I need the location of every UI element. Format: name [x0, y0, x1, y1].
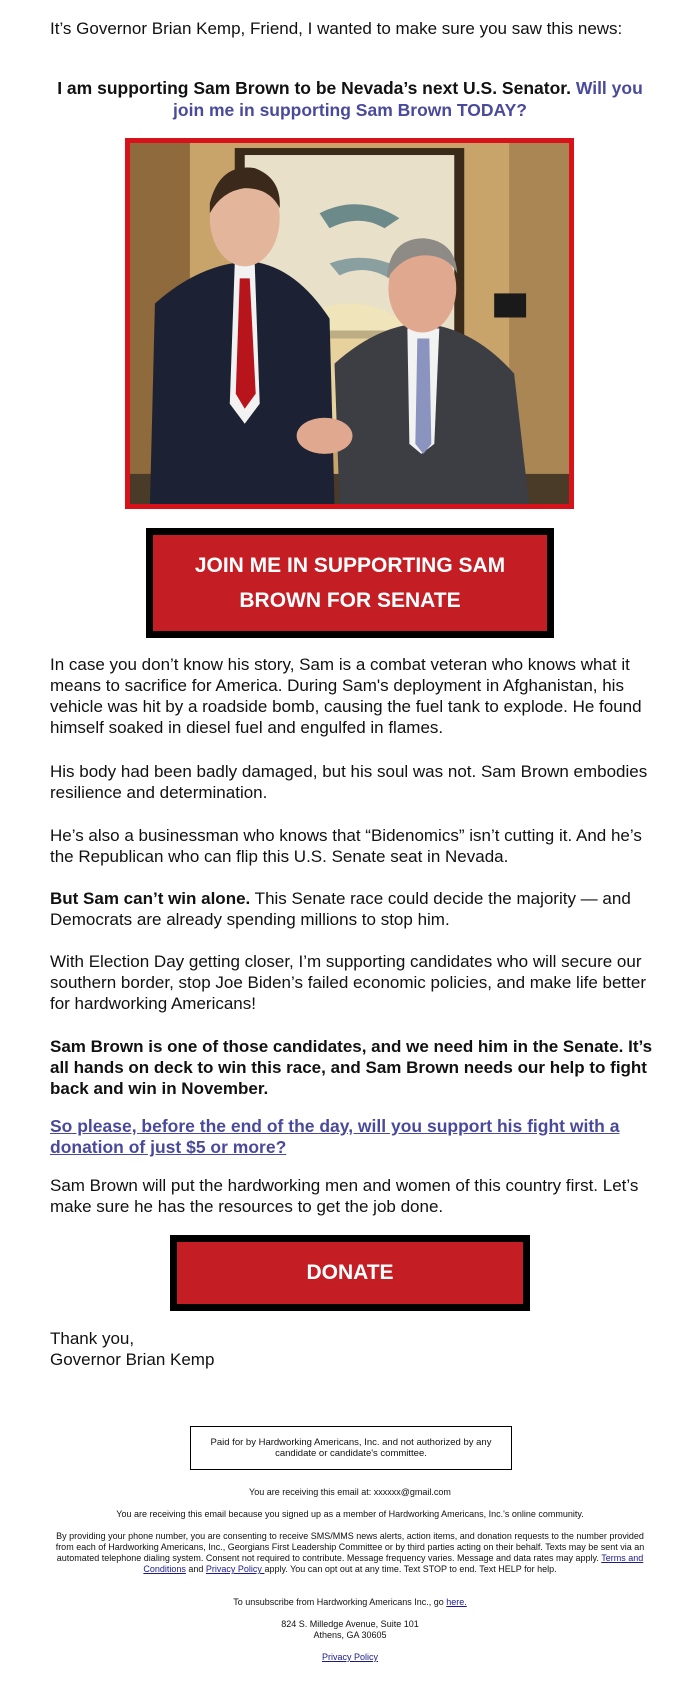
address-line-2: Athens, GA 30605: [313, 1630, 387, 1640]
cant-win-alone-rest: This Senate race could decide the majority — and Democrats are already spending millions to stop him.: [50, 889, 631, 929]
unsubscribe-prefix: To unsubscribe from Hardworking Americans Inc., go: [233, 1597, 447, 1607]
sms-and: and: [185, 1564, 206, 1574]
receiving-email: xxxxxx@gmail.com: [373, 1487, 451, 1497]
headline: [50, 77, 650, 121]
signup-reason: You are receiving this email because you signed up as a member of Hardworking Americans, Inc.'s online community.: [116, 1509, 584, 1519]
terms-link[interactable]: Terms and Conditions: [143, 1553, 644, 1574]
sms-consent: [55, 1531, 645, 1575]
headline-blue: Will you join me in supporting Sam Brown TODAY?: [173, 78, 643, 120]
cant-win-alone-paragraph: [50, 888, 660, 930]
resilience-paragraph: His body had been badly damaged, but his soul was not. Sam Brown embodies resilience and determination.: [50, 762, 648, 802]
closing-thanks: Thank you,: [50, 1329, 135, 1348]
donate-button[interactable]: DONATE: [170, 1235, 530, 1311]
unsubscribe-link[interactable]: here.: [446, 1597, 467, 1607]
receiving-email-line: [55, 1487, 645, 1498]
join-cta-button[interactable]: JOIN ME IN SUPPORTING SAM BROWN FOR SENATE: [146, 528, 554, 638]
intro-text: It’s Governor Brian Kemp, Friend, I wanted to make sure you saw this news:: [50, 19, 623, 38]
sms-text-1: By providing your phone number, you are consenting to receive SMS/MMS news alerts, action items, and donation requests to the number provided from each of Hardworking Americans, Inc., Georgians First Leadership Committee or by third parties acting on their behalf. Texts may be sent via an automated telephone dialing system. Consent not required to contribute. Message frequency varies. Message and data rates may apply.: [55, 1531, 645, 1563]
mailing-address: [55, 1619, 645, 1641]
signature: [50, 1328, 450, 1370]
privacy-link[interactable]: Privacy Policy: [321, 1652, 378, 1662]
privacy-link-inline[interactable]: Privacy Policy: [205, 1564, 265, 1574]
cant-win-alone-bold: But Sam can’t win alone.: [50, 889, 251, 908]
photo-illustration: [130, 143, 569, 504]
campaign-photo[interactable]: [125, 138, 574, 509]
donation-ask-link[interactable]: So please, before the end of the day, will you support his fight with a donation of just $5 or more?: [50, 1116, 620, 1157]
unsubscribe-line: [55, 1597, 645, 1608]
election-day-paragraph: With Election Day getting closer, I’m supporting candidates who will secure our southern border, stop Joe Biden’s failed economic policies, and make life better for hardworking Americans!: [50, 952, 646, 1013]
hardworking-paragraph: Sam Brown will put the hardworking men and women of this country first. Let’s make sure he has the resources to get the job done.: [50, 1176, 639, 1216]
closing-name: Governor Brian Kemp: [50, 1350, 215, 1369]
donation-ask-paragraph: [50, 1116, 660, 1158]
receiving-prefix: You are receiving this email at:: [249, 1487, 374, 1497]
businessman-paragraph: He’s also a businessman who knows that “Bidenomics” isn’t cutting it. And he’s the Republican who can flip this U.S. Senate seat in Nevada.: [50, 826, 642, 866]
address-line-1: 824 S. Milledge Avenue, Suite 101: [281, 1619, 419, 1629]
headline-bold: I am supporting Sam Brown to be Nevada’s next U.S. Senator.: [57, 78, 571, 98]
sms-text-2: apply. You can opt out at any time. Text STOP to end. Text HELP for help.: [264, 1564, 557, 1574]
story-paragraph: In case you don’t know his story, Sam is a combat veteran who knows what it means to sacrifice for America. During Sam's deployment in Afghanistan, his vehicle was hit by a roadside bomb, causing the fuel tank to explode. He found himself soaked in diesel fuel and engulfed in flames.: [50, 655, 642, 737]
privacy-policy-line: [55, 1652, 645, 1663]
paid-for-disclaimer: Paid for by Hardworking Americans, Inc. and not authorized by any candidate or candidate's committee.: [190, 1426, 512, 1470]
candidates-paragraph: Sam Brown is one of those candidates, and we need him in the Senate. It’s all hands on deck to win this race, and Sam Brown needs our help to fight back and win in November.: [50, 1037, 653, 1098]
